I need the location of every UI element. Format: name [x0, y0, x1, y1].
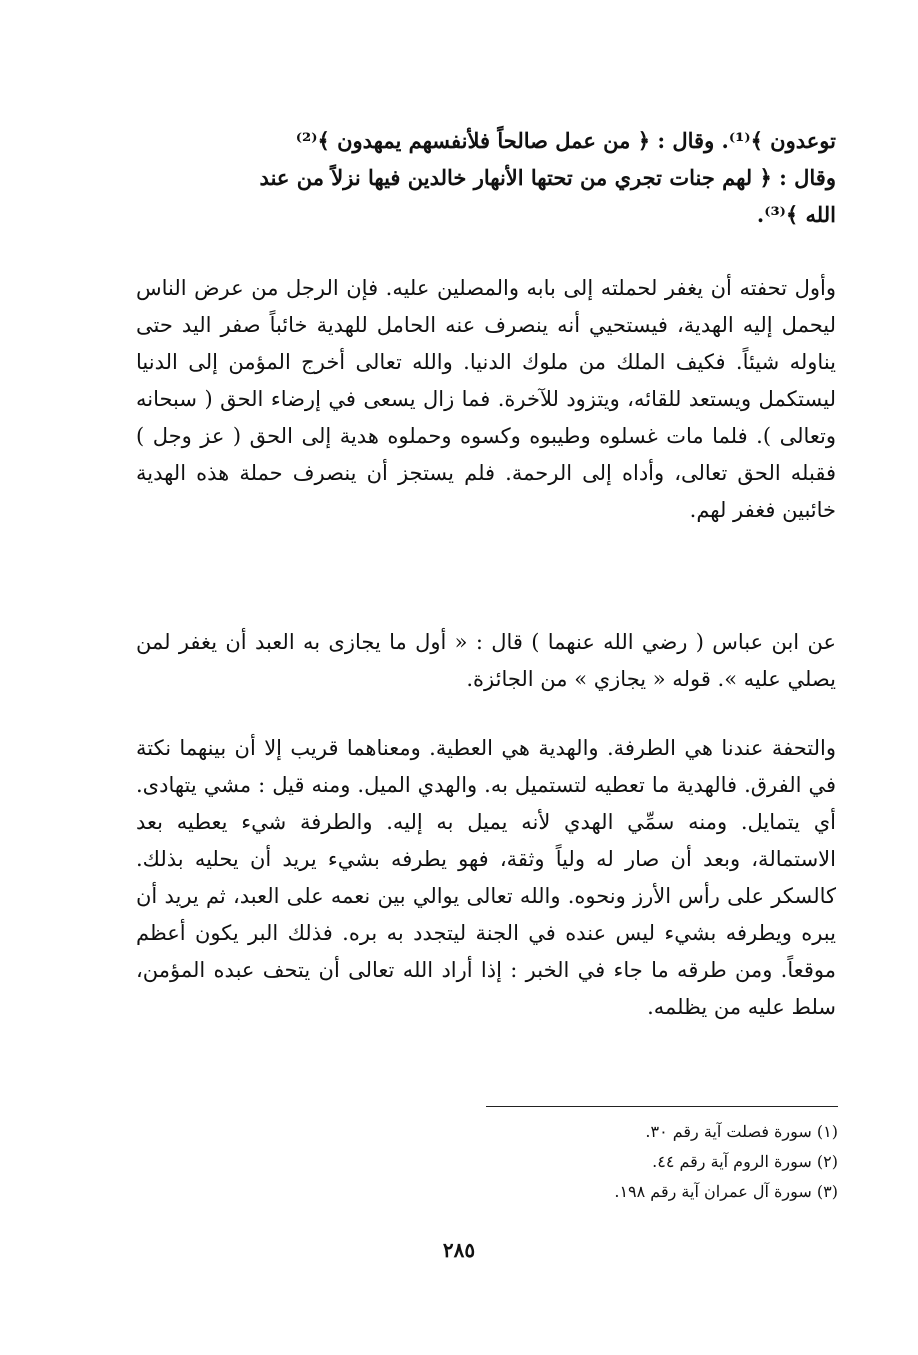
paragraph-text: والتحفة عندنا هي الطرفة. والهدية هي العطية. ومعناهما قريب إلا أن بينهما نكتة في الفرق. فالهدية ما تعطيه لتستميل به. والهدي الميل. ومنه قيل : مشي يتهادى. أي يتمايل. ومنه سمِّي الهدي لأنه يميل به إليه. والطرفة شيء يعطيه بعد الاستمالة، وبعد أن صار له ولياً وثقة، فهو يطرفه بشيء يريد أن يحليه بذلك. كالسكر على رأس الأرز ونحوه. والله تعالى يوالي بين نعمه على العبد، ثم يريد أن يبره ويطرفه بشيء ليس عنده في الجنة ليتجدد به بره. فذلك البر يكون أعظم موقعاً. ومن طرقه ما جاء في الخبر : إذا أراد الله تعالى أن يتحف عبده المؤمن، سلط عليه من يظلمه. [136, 736, 836, 1019]
footnote-2: (٢) سورة الروم آية رقم ٤٤. [652, 1152, 838, 1171]
paragraph-gift-forgiveness [136, 270, 836, 529]
footnote-1: (١) سورة فصلت آية رقم ٣٠. [645, 1122, 838, 1141]
quote-line: الله ﴾⁽³⁾. [756, 202, 836, 227]
paragraph-text: عن ابن عباس ( رضي الله عنهما ) قال : « أول ما يجازى به العبد أن يغفر لمن يصلي عليه ». قوله « يجازي » من الجائزة. [136, 630, 836, 691]
quote-line: وقال : ﴿ لهم جنات تجري من تحتها الأنهار خالدين فيها نزلاً من عند [259, 165, 836, 190]
footnotes [380, 1117, 838, 1207]
footnote-divider [486, 1106, 838, 1107]
footnote-3: (٣) سورة آل عمران آية رقم ١٩٨. [614, 1182, 838, 1201]
paragraph-ibn-abbas [136, 624, 836, 698]
page-number: ٢٨٥ [442, 1238, 476, 1262]
paragraph-text: وأول تحفته أن يغفر لحملته إلى بابه والمصلين عليه. فإن الرجل من عرض الناس ليحمل إليه الهدية، فيستحيي أنه ينصرف عنه الحامل للهدية خائباً صفر اليد حتى يناوله شيئاً. فكيف الملك من ملوك الدنيا. والله تعالى أخرج المؤمن إلى الدنيا ليستكمل ويستعد للقائه، ويتزود للآخرة. فما زال يسعى في إرضاء الحق ( سبحانه وتعالى ). فلما مات غسلوه وطيبوه وكسوه وحملوه هدية إلى الحق ( عز وجل ) فقبله الحق تعالى، وأداه إلى الرحمة. فلم يستجز أن ينصرف حملة هذه الهدية خائبين فغفر لهم. [136, 276, 836, 522]
quote-line: توعدون ﴾⁽¹⁾. وقال : ﴿ من عمل صالحاً فلأنفسهم يمهدون ﴾⁽²⁾ [295, 128, 836, 153]
paragraph-tuhfa-definition [136, 730, 836, 1026]
quran-quote-block [136, 122, 836, 233]
